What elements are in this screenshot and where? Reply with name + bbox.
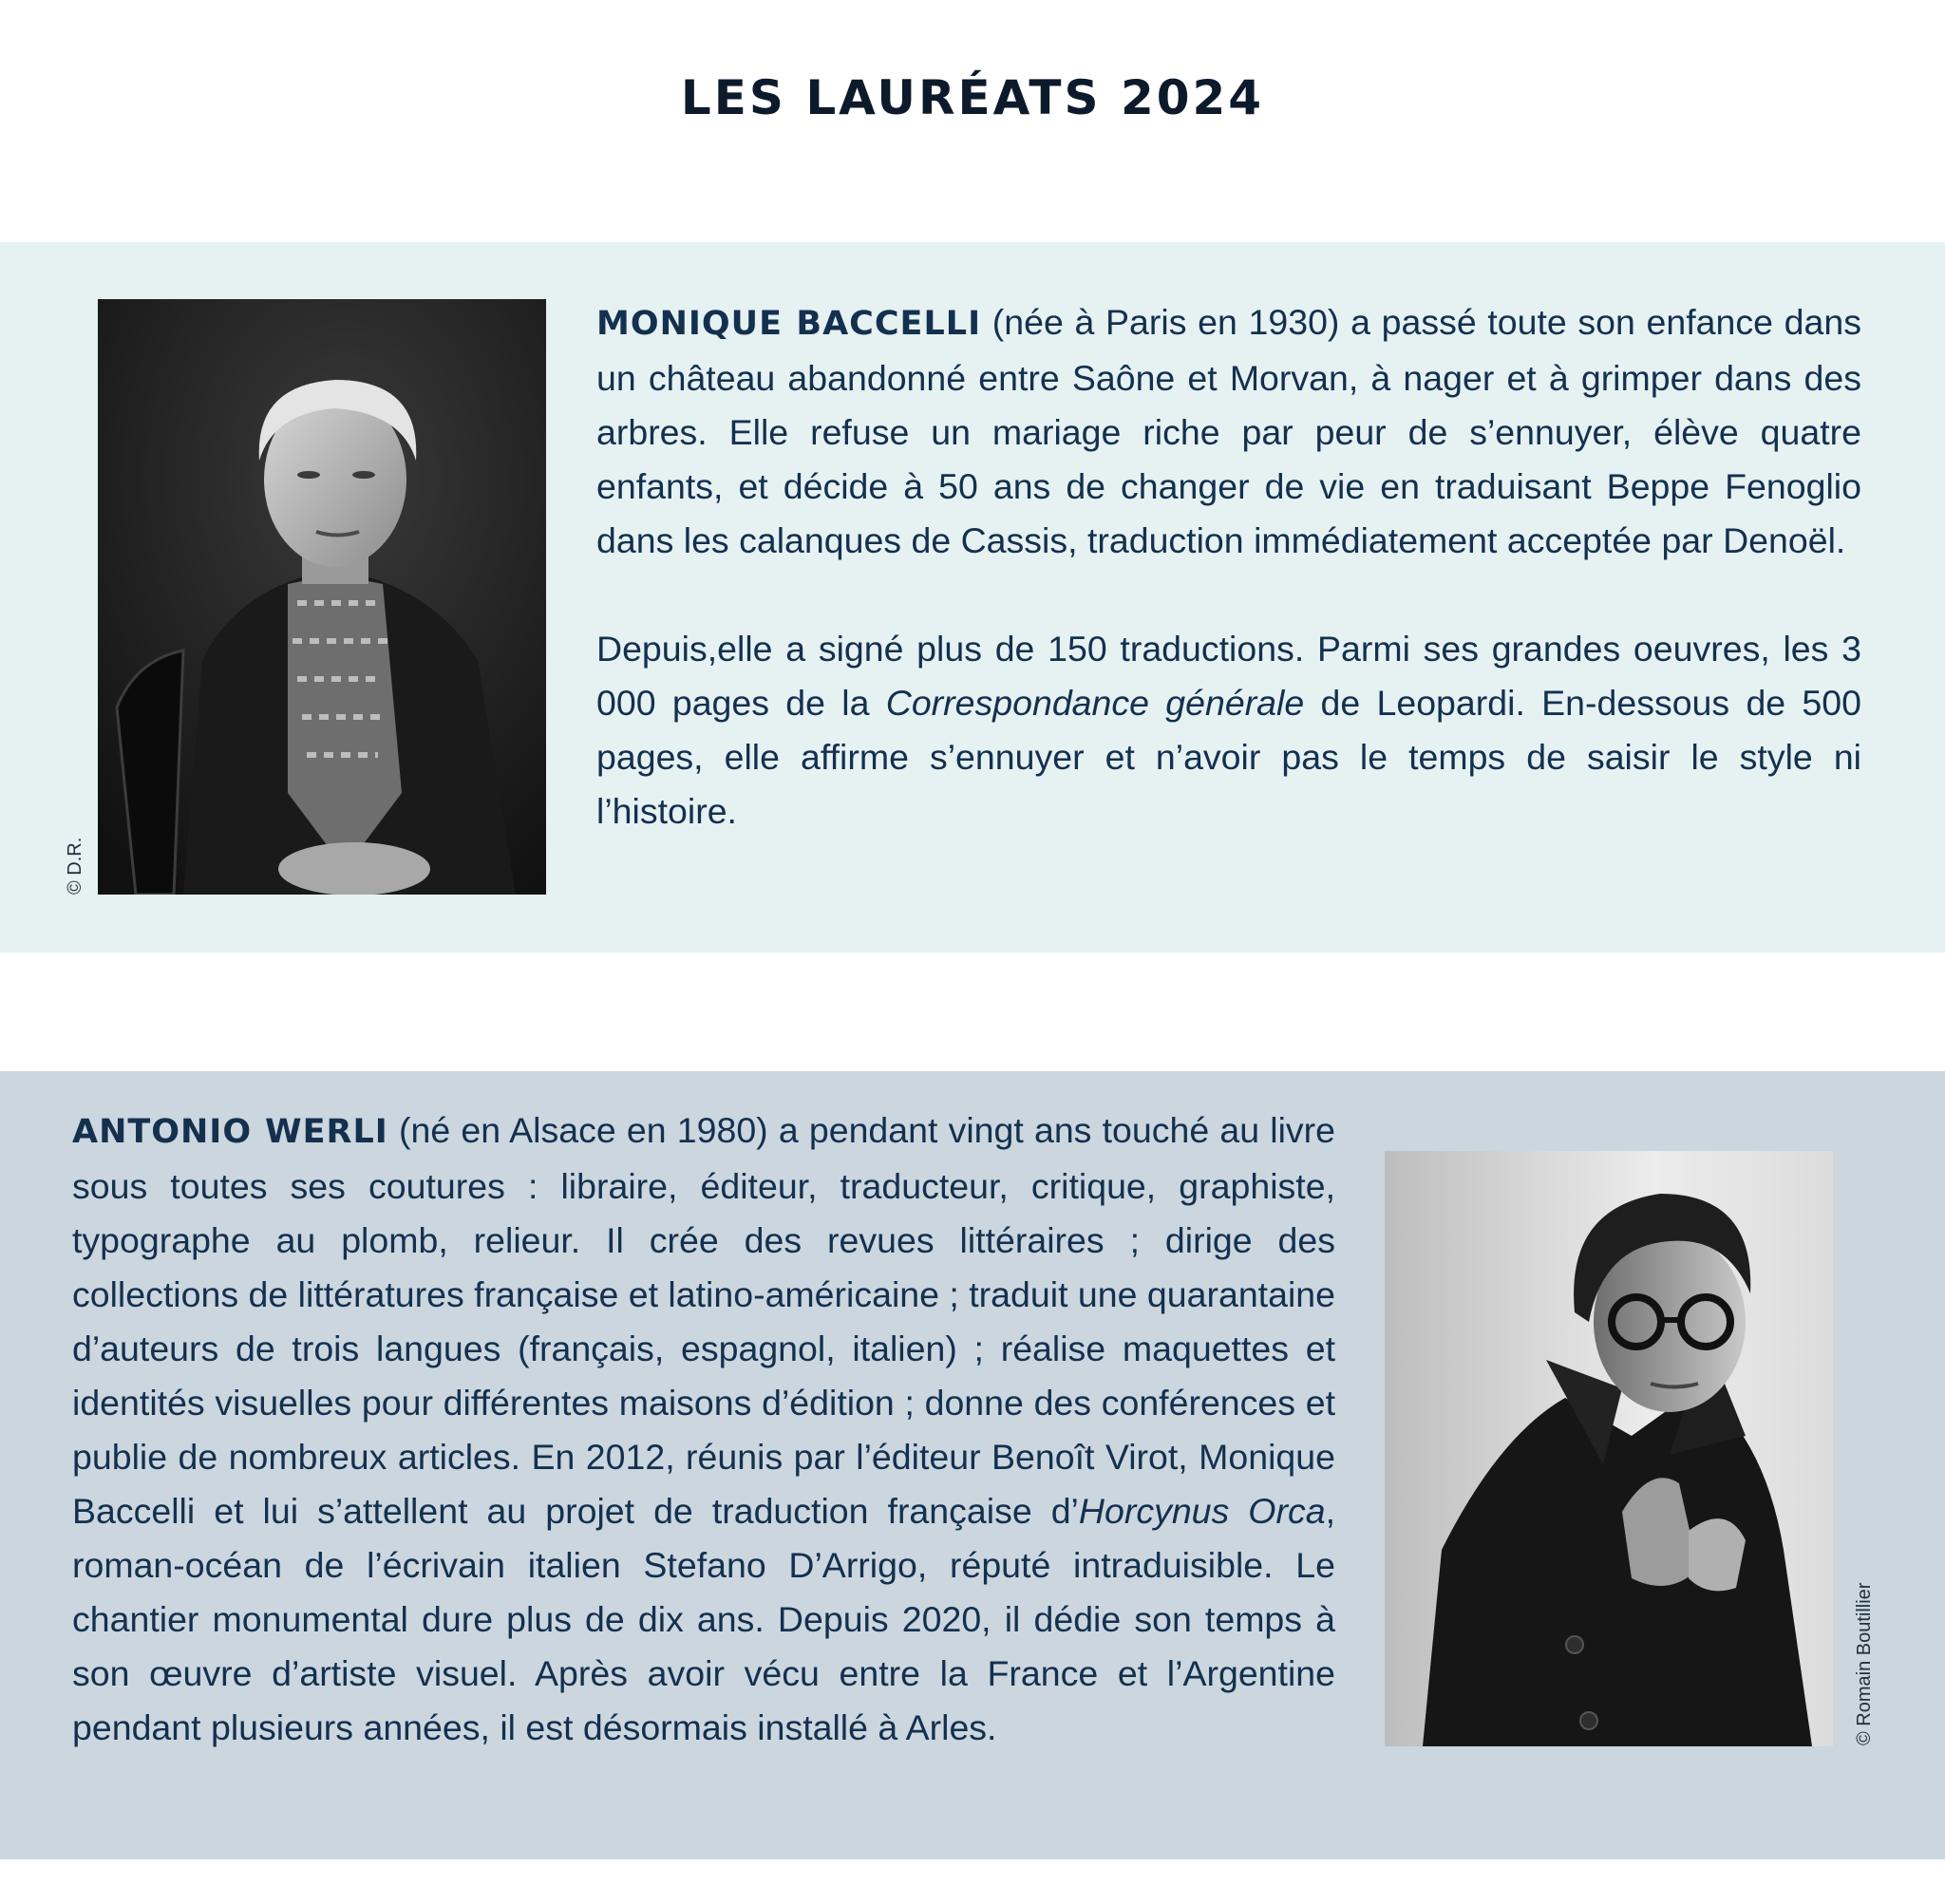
portrait-photo-elderly-woman xyxy=(98,299,546,895)
biography-text: , roman-océan de l’écrivain italien Stefano D’Arrigo, réputé intraduisible. Le chantier monumental dure plus de dix ans. Depuis 2020, il dédie son temps à son œuvre d’artiste visuel. Après avoir vécu entre la France et l’Argentine pendant plusieurs années, il est désormais installé à Arles. xyxy=(72,1491,1335,1747)
biography-text: (née à Paris en 1930) a passé toute son enfance dans un château abandonné entre Saône et Morvan, à nager et à grimper dans des arbres. Elle refuse un mariage riche par peur de s’ennuyer, élève quatre enfants, et décide à 50 ans de changer de vie en traduisant Beppe Fenoglio dans les calanques de Cassis, traduction immédiatement acceptée par Denoël. xyxy=(596,302,1861,560)
book-title: Horcynus Orca xyxy=(1078,1491,1326,1531)
photo-credit: © Romain Boutillier xyxy=(1854,1582,1875,1745)
biography-paragraph xyxy=(596,295,1861,568)
book-title: Correspondance générale xyxy=(885,683,1305,723)
laureate-name: ANTONIO WERLI xyxy=(72,1113,388,1151)
biography-paragraph xyxy=(596,622,1861,839)
page-title: LES LAURÉATS 2024 xyxy=(680,70,1265,125)
biography-antonio-werli xyxy=(72,1103,1335,1755)
biography-text: de Leopardi. En-dessous de 500 pages, elle affirme s’ennuyer et n’avoir pas le temps de saisir le style ni l’histoire. xyxy=(596,683,1861,831)
biography-text: (né en Alsace en 1980) a pendant vingt ans touché au livre sous toutes ses coutures : libraire, éditeur, traducteur, critique, graphiste, typographe au plomb, relieur. Il crée des revues littéraires ; dirige des collections de littératures française et latino-américaine ; traduit une quarantaine d’auteurs de trois langues (français, espagnol, italien) ; réalise maquettes et identités visuelles pour différentes maisons d’édition ; donne des conférences et publie de nombreux articles. En 2012, réunis par l’éditeur Benoît Virot, Monique Baccelli et lui s’attellent au projet de traduction française d’ xyxy=(72,1110,1335,1531)
biography-text: Depuis,elle a signé plus de 150 traductions. Parmi ses grandes oeuvres, les 3 000 pages de la xyxy=(596,629,1861,723)
laureate-name: MONIQUE BACCELLI xyxy=(596,305,982,343)
laureate-section-monique-baccelli xyxy=(0,242,1945,952)
photo-credit: © D.R. xyxy=(65,837,85,895)
portrait-photo-man-with-glasses xyxy=(1385,1151,1833,1746)
laureate-section-antonio-werli xyxy=(0,1071,1945,1859)
biography-monique-baccelli xyxy=(596,295,1861,839)
biography-paragraph xyxy=(72,1103,1335,1755)
